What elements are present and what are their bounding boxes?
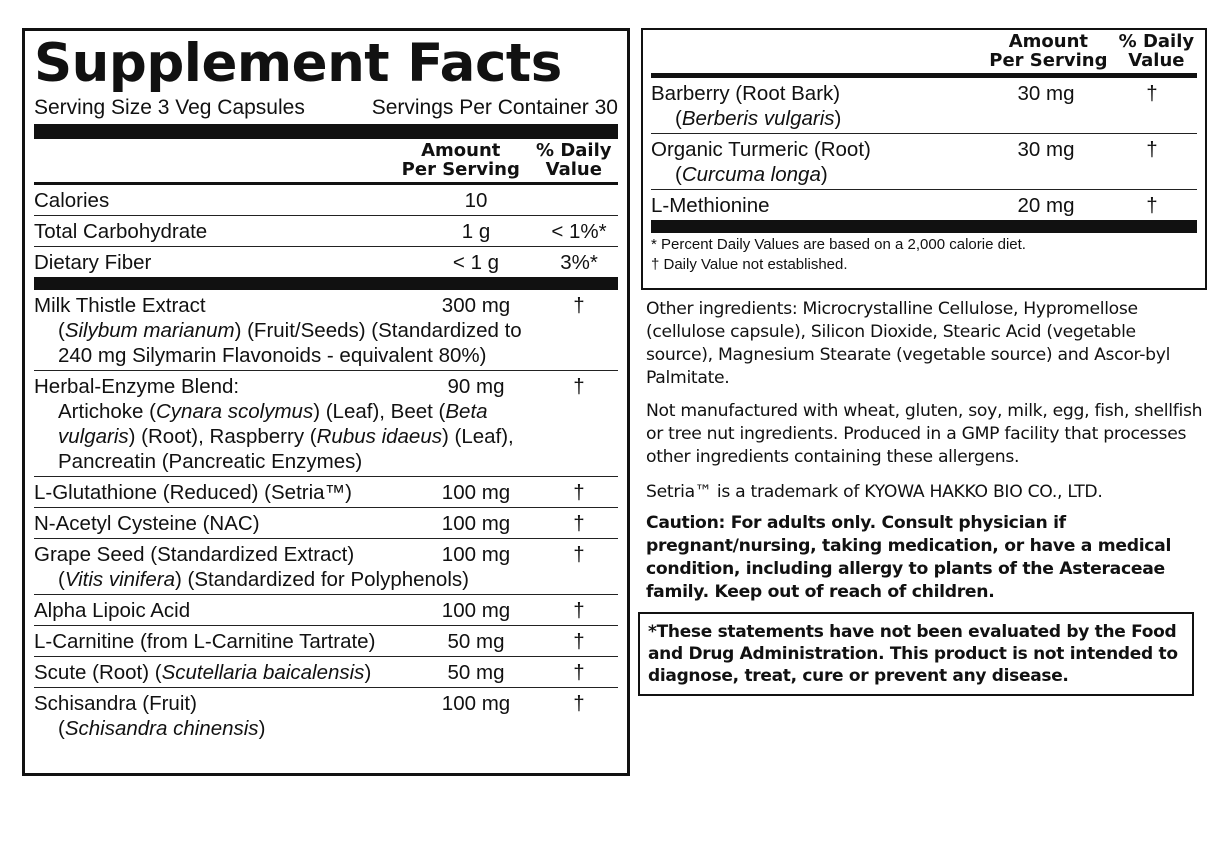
nutrient-row-fiber: Dietary Fiber < 1 g 3%* [34, 251, 598, 274]
footnote-dagger: † Daily Value not established. [651, 256, 848, 273]
supplement-facts-continued-panel [641, 28, 1207, 290]
trademark-statement: Setria™ is a trademark of KYOWA HAKKO BIO CO., LTD. [646, 482, 1103, 502]
amount-header: Amount Per Serving [401, 140, 520, 180]
divider-bar [34, 124, 618, 139]
amount-header: Amount Per Serving [989, 31, 1108, 71]
allergen-statement: Not manufactured with wheat, gluten, soy, milk, egg, fish, shellfish or tree nut ingredients. Produced in a GMP facility that processes other ingredients containing these allergens. [646, 401, 1203, 467]
ingredient-row-herbal-enzyme: Herbal-Enzyme Blend: Artichoke (Cynara scolymus) (Leaf), Beet (Beta vulgaris) (Root), Raspberry (Rubus idaeus) (Leaf), Pancreatin (Pancreatic Enzymes) 90 mg † [34, 371, 618, 477]
daily-value-header: % Daily Value [536, 140, 612, 180]
daily-value-header: % Daily Value [1118, 31, 1195, 71]
column-header [651, 30, 1197, 78]
serving-size: Serving Size 3 Veg Capsules [34, 96, 305, 119]
servings-per-container: Servings Per Container 30 [371, 96, 618, 119]
divider-bar [34, 277, 618, 290]
panel-title: Supplement Facts [34, 33, 562, 94]
column-header [34, 139, 618, 185]
fda-disclaimer: *These statements have not been evaluated by the Food and Drug Administration. This product is not intended to diagnose, treat, cure or prevent any disease. [638, 612, 1194, 696]
serving-info [34, 96, 618, 120]
ingredient-row-milk-thistle: Milk Thistle Extract (Silybum marianum) (Fruit/Seeds) (Standardized to 240 mg Silymarin Flavonoids - equivalent 80%) 300 mg † [34, 290, 618, 371]
supplement-facts-panel [22, 28, 630, 776]
ingredient-row-schisandra: Schisandra (Fruit) (Schisandra chinensis) 100 mg † [34, 692, 585, 740]
divider-bar [651, 220, 1197, 233]
ingredient-row-scute: Scute (Root) (Scutellaria baicalensis) 50 mg † [34, 657, 618, 688]
ingredient-row-turmeric: Organic Turmeric (Root) (Curcuma longa) 30 mg † [651, 134, 1197, 190]
other-ingredients: Other ingredients: Microcrystalline Cellulose, Hypromellose (cellulose capsule), Silicon Dioxide, Stearic Acid (vegetable source), Magnesium Stearate (vegetable source) and Ascor-byl Palmitate. [646, 299, 1171, 388]
nutrient-row-calories: Calories 10 [34, 185, 618, 216]
ingredient-row-glutathione: L-Glutathione (Reduced) (Setria™) 100 mg † [34, 477, 618, 508]
ingredient-row-barberry: Barberry (Root Bark) (Berberis vulgaris) 30 mg † [651, 78, 1197, 134]
ingredient-row-carnitine: L-Carnitine (from L-Carnitine Tartrate) 50 mg † [34, 626, 618, 657]
nutrient-row-carbohydrate: Total Carbohydrate 1 g < 1%* [34, 216, 618, 247]
ingredient-row-grape-seed: Grape Seed (Standardized Extract) (Vitis vinifera) (Standardized for Polyphenols) 100 mg † [34, 539, 618, 595]
ingredient-row-methionine: L-Methionine 20 mg † [651, 194, 1158, 217]
caution-statement: Caution: For adults only. Consult physician if pregnant/nursing, taking medication, or have a medical condition, including allergy to plants of the Asteraceae family. Keep out of reach of children. [646, 513, 1172, 602]
ingredient-row-alpha-lipoic: Alpha Lipoic Acid 100 mg † [34, 595, 618, 626]
footnote-daily-values: * Percent Daily Values are based on a 2,000 calorie diet. [651, 236, 1026, 253]
ingredient-row-nac: N-Acetyl Cysteine (NAC) 100 mg † [34, 508, 618, 539]
